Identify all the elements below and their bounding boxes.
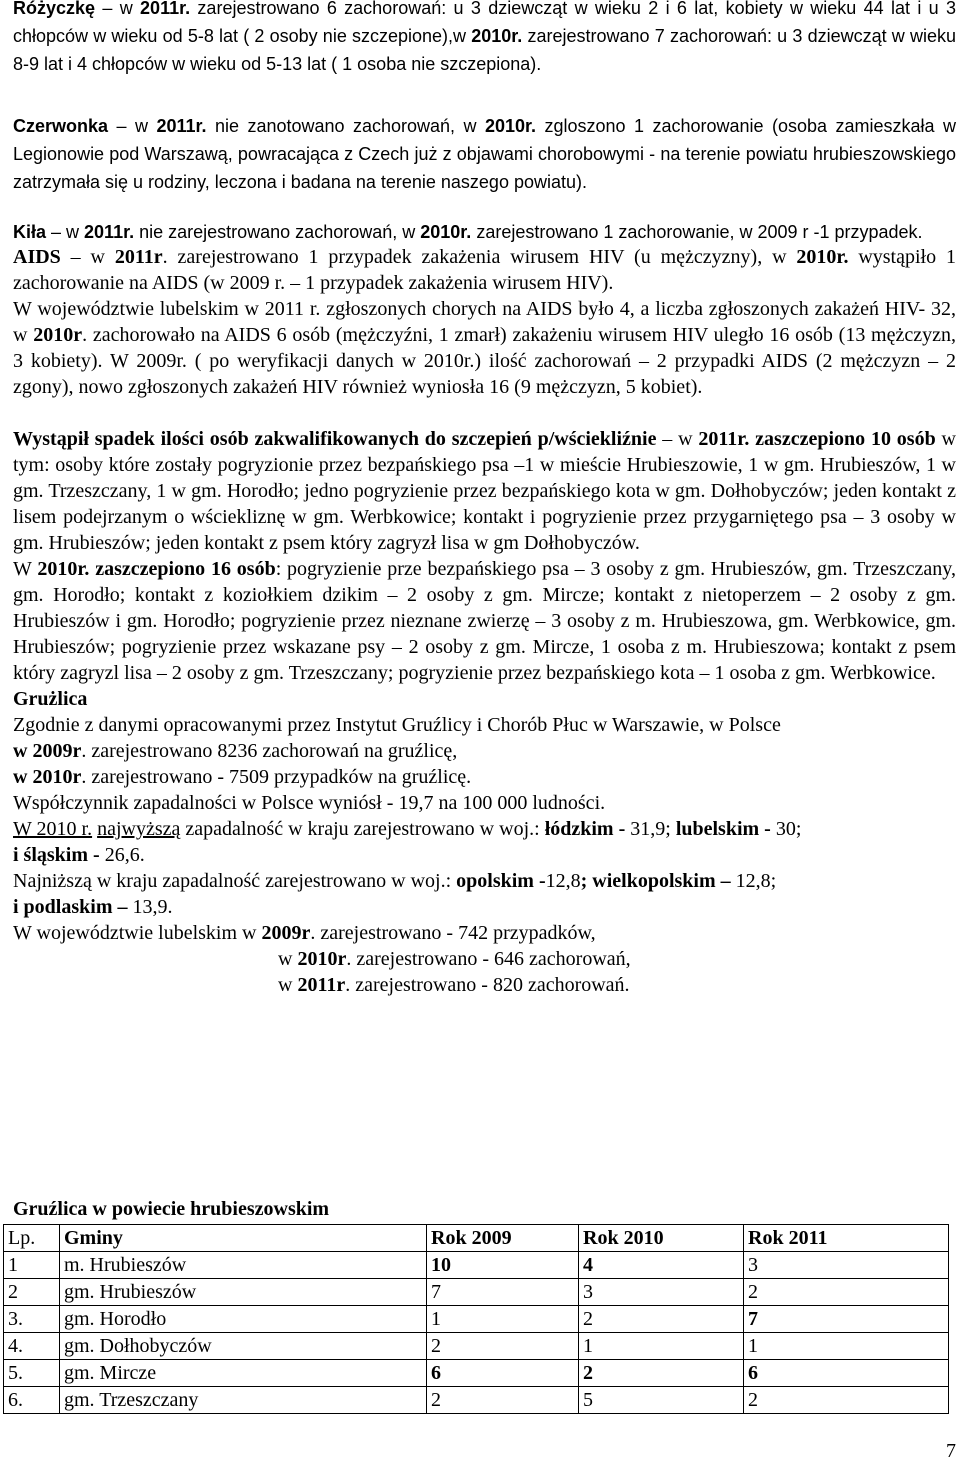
- paragraph-tuberculosis: [13, 686, 956, 998]
- cell-gmina: gm. Trzeszczany: [60, 1387, 427, 1414]
- cell-2011: 3: [744, 1252, 949, 1279]
- cell-gmina: m. Hrubieszów: [60, 1252, 427, 1279]
- cell-gmina: gm. Dołhobyczów: [60, 1333, 427, 1360]
- cell-lp: 3.: [4, 1306, 60, 1333]
- header-lp: Lp.: [4, 1225, 60, 1252]
- cell-lp: 2: [4, 1279, 60, 1306]
- tb-line-2: w 2009r. zarejestrowano 8236 zachorowań na gruźlicę,: [13, 740, 458, 762]
- aids-lubelskie-text: W województwie lubelskim w 2011 r. zgłoszonych chorych na AIDS było 4, a liczba zgłoszonych zakażeń HIV- 32, w 2010r. zachorowało na AIDS 6 osób (mężczyźni, 1 zmarł) zakażeniu wirusem HIV uległo 16 osób (13 mężczyzn, 3 kobiety). W 2009r. ( po weryfikacji danych w 2010r.) ilość zachorowań – 2 przypadki AIDS (2 mężczyzn – 2 zgony), nowo zgłoszonych zakażeń HIV również wyniosła 16 (9 mężczyzn, 5 kobiet).: [13, 298, 956, 398]
- dysentery-title: Czerwonka: [13, 116, 109, 136]
- header-rok-2010: Rok 2010: [579, 1225, 744, 1252]
- tb-line-7: Najniższą w kraju zapadalność zarejestrowano w woj.: opolskim -12,8; wielkopolskim – 12,8;: [13, 870, 777, 892]
- cell-2009: 2: [427, 1333, 579, 1360]
- cell-lp: 1: [4, 1252, 60, 1279]
- page-number: 7: [946, 1440, 956, 1462]
- tb-line-3: w 2010r. zarejestrowano - 7509 przypadków na gruźlicę.: [13, 766, 472, 788]
- cell-2010: 4: [579, 1252, 744, 1279]
- header-gminy: Gminy: [60, 1225, 427, 1252]
- cell-lp: 5.: [4, 1360, 60, 1387]
- cell-gmina: gm. Horodło: [60, 1306, 427, 1333]
- cell-2010: 5: [579, 1387, 744, 1414]
- cell-2009: 1: [427, 1306, 579, 1333]
- rubella-text: Różyczkę – w 2011r. zarejestrowano 6 zachorowań: u 3 dziewcząt w wieku 2 i 6 lat, kobiety w wieku 44 lat i u 3 chłopców w wieku od 5-8 lat ( 2 osoby nie szczepione),w 2010r. zarejestrowano 7 zachorowań: u 3 dziewcząt w wieku 8-9 lat i 4 chłopców w wieku od 5-13 lat ( 1 osoba nie szczepiona).: [13, 0, 957, 74]
- syphilis-text: Kiła – w 2011r. nie zarejestrowano zachorowań, w 2010r. zarejestrowano 1 zachorowanie, w 2009 r -1 przypadek.: [13, 222, 923, 242]
- rabies-2010-text: W 2010r. zaszczepiono 16 osób: pogryzienie prze bezpańskiego psa – 3 osoby z gm. Hrubieszów, gm. Trzeszczany, gm. Horodło; kontakt z koziołkiem dzikim – 2 osoby z gm. Mircze; kontakt z nietoperzem – 2 osoby z gm. Hrubieszów i gm. Horodło; pogryzienie przez nieznane zwierzę – 3 osoby z m. Hrubieszowa, gm. Werbkowice, gm. Hrubieszów; pogryzienie przez wskazane psy – 2 osoby z gm. Mircze, 1 osoba z m. Hrubieszowa; kontakt z psem który zagryzl lisa – 2 osoby z gm. Trzeszczany; pogryzienie przez bezpańskiego kota – 1 osoba z gm. Werbkowice.: [13, 558, 956, 684]
- cell-2010: 2: [579, 1306, 744, 1333]
- dysentery-text: Czerwonka – w 2011r. nie zanotowano zachorowań, w 2010r. zgloszono 1 zachorowanie (osoba zamieszkała w Legionowie pod Warszawą, powracająca z Czech już z objawami chorobowymi - na terenie powiatu hrubieszowskiego zatrzymała się u rodziny, leczona i badana na terenie naszego powiatu).: [13, 116, 956, 192]
- aids-title: AIDS: [13, 246, 61, 268]
- cell-2009: 7: [427, 1279, 579, 1306]
- paragraph-syphilis: [13, 218, 956, 246]
- table-row: [4, 1333, 949, 1360]
- table-row: [4, 1387, 949, 1414]
- header-rok-2011: Rok 2011: [744, 1225, 949, 1252]
- cell-2010: 3: [579, 1279, 744, 1306]
- paragraph-aids: [13, 244, 956, 400]
- cell-2011: 2: [744, 1279, 949, 1306]
- tuberculosis-title: Grużlica: [13, 688, 88, 710]
- cell-2010: 1: [579, 1333, 744, 1360]
- paragraph-dysentery: [13, 112, 956, 196]
- cell-2009: 2: [427, 1387, 579, 1414]
- tuberculosis-table: [3, 1224, 949, 1414]
- table-row: [4, 1360, 949, 1387]
- cell-2009: 6: [427, 1360, 579, 1387]
- table-row: [4, 1279, 949, 1306]
- header-rok-2009: Rok 2009: [427, 1225, 579, 1252]
- cell-2011: 2: [744, 1387, 949, 1414]
- rubella-title: Różyczkę: [13, 0, 96, 18]
- aids-text: AIDS – w 2011r. zarejestrowano 1 przypadek zakażenia wirusem HIV (u mężczyzny), w 2010r. wystąpiło 1 zachorowanie na AIDS (w 2009 r. – 1 przypadek zakażenia wirusem HIV).: [13, 246, 956, 294]
- cell-2011: 6: [744, 1360, 949, 1387]
- cell-2011: 7: [744, 1306, 949, 1333]
- syphilis-title: Kiła: [13, 222, 47, 242]
- tb-line-5: W 2010 r. najwyższą zapadalność w kraju zarejestrowano w woj.: łódzkim - 31,9; lubelskim - 30;: [13, 818, 802, 840]
- document-page: [13, 0, 957, 996]
- table-row: [4, 1252, 949, 1279]
- tb-line-4: Współczynnik zapadalności w Polsce wyniósł - 19,7 na 100 000 ludności.: [13, 792, 606, 814]
- cell-2010: 2: [579, 1360, 744, 1387]
- cell-lp: 6.: [4, 1387, 60, 1414]
- table-header-row: [4, 1225, 949, 1252]
- tb-line-10: w 2010r. zarejestrowano - 646 zachorowań,: [278, 948, 631, 970]
- cell-gmina: gm. Hrubieszów: [60, 1279, 427, 1306]
- tb-line-6: i śląskim - 26,6.: [13, 844, 145, 866]
- tb-line-9: W województwie lubelskim w 2009r. zarejestrowano - 742 przypadków,: [13, 922, 596, 944]
- table-row: [4, 1306, 949, 1333]
- rabies-2011-text: Wystąpił spadek ilości osób zakwalifikowanych do szczepień p/wściekliźnie – w 2011r. zaszczepiono 10 osób w tym: osoby które zostały pogryzionie przez bezpańskiego psa –1 w mieście Hrubieszowie, 1 w gm. Hrubieszów, 1 w gm. Trzeszczany, 1 w gm. Horodło; jedno pogryzienie przez bezpańskiego kota w gm. Dołhobyczów; jeden kontakt z lisem podejrzanym o wściekliznę w gm. Werbkowice; kontakt i pogryzienie przez przygarniętego psa – 3 osoby w gm. Hrubieszów; jeden kontakt z psem który zagryzł lisa w gm Dołhobyczów.: [13, 428, 956, 554]
- table-caption: Gruźlica w powiecie hrubieszowskim: [13, 1198, 330, 1220]
- cell-2011: 1: [744, 1333, 949, 1360]
- paragraph-rubella: [13, 0, 956, 78]
- cell-lp: 4.: [4, 1333, 60, 1360]
- tb-line-11: w 2011r. zarejestrowano - 820 zachorowań.: [278, 974, 630, 996]
- paragraph-rabies: [13, 426, 956, 686]
- tb-line-1: Zgodnie z danymi opracowanymi przez Instytut Gruźlicy i Chorób Płuc w Warszawie, w Polsce: [13, 714, 781, 736]
- cell-2009: 10: [427, 1252, 579, 1279]
- cell-gmina: gm. Mircze: [60, 1360, 427, 1387]
- tb-line-8: i podlaskim – 13,9.: [13, 896, 173, 918]
